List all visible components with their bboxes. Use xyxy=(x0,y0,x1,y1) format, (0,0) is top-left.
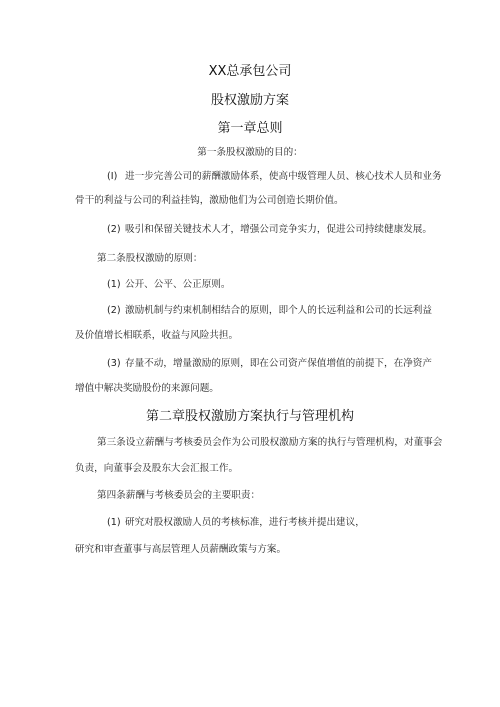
article-1-heading: 第一条股权激励的目的： xyxy=(197,147,303,158)
article-4-heading: 第四条薪酬与考核委员会的主要职责： xyxy=(97,490,261,501)
article-3-line-2: 负责，向董事会及股东大会汇报工作。 xyxy=(75,463,239,474)
article-3-line-1: 第三条设立薪酬与考核委员会作为公司股权激励方案的执行与管理机构，对董事会 xyxy=(97,437,443,448)
article-1-item-2-number: (2) xyxy=(107,224,121,235)
article-2-item-3-line-2: 增值中解决奖励股份的来源问题。 xyxy=(75,383,219,394)
article-2-item-1-number: (1) xyxy=(107,279,121,290)
company-title: XX总承包公司 xyxy=(208,64,292,79)
article-2-item-2-line-2: 及价值增长相联系，收益与风险共担。 xyxy=(75,330,239,341)
article-2-item-2-number: (2) xyxy=(107,305,121,316)
article-4-continuation-line: 研究和审查董事与高层管理人员薪酬政策与方案。 xyxy=(75,544,287,555)
article-1-item-2-text: 吸引和保留关键技术人才，增强公司竞争实力，促进公司持续健康发展。 xyxy=(125,224,432,235)
chapter-2-title: 第二章股权激励方案执行与管理机构 xyxy=(145,409,354,424)
article-4-item-1-text: 研究对股权激励人员的考核标准，进行考核并提出建议， xyxy=(125,517,365,528)
plan-title: 股权激励方案 xyxy=(210,93,289,108)
chapter-1-title: 第一章总则 xyxy=(217,121,283,136)
article-1-item-1-line-2: 骨干的利益与公司的利益挂钩，激励他们为公司创造长期价值。 xyxy=(75,195,344,206)
article-2-item-3-line-1: 存量不动，增量激励的原则，即在公司资产保值增值的前提下，在净资产 xyxy=(125,358,432,369)
article-2-item-2-line-1: 激励机制与约束机制相结合的原则，即个人的长远利益和公司的长远利益 xyxy=(125,305,432,316)
article-1-item-1-line-1: 进一步完善公司的薪酬激励体系，使高中级管理人员、核心技术人员和业务 xyxy=(125,171,442,182)
article-2-heading: 第二条股权激励的原则： xyxy=(97,253,203,264)
article-2-item-3-number: (3) xyxy=(107,358,121,369)
article-4-item-1-number: (1) xyxy=(107,517,121,528)
article-2-item-1-text: 公开、公平、公正原则。 xyxy=(125,279,231,290)
article-1-item-1-number: (I) xyxy=(107,171,118,182)
